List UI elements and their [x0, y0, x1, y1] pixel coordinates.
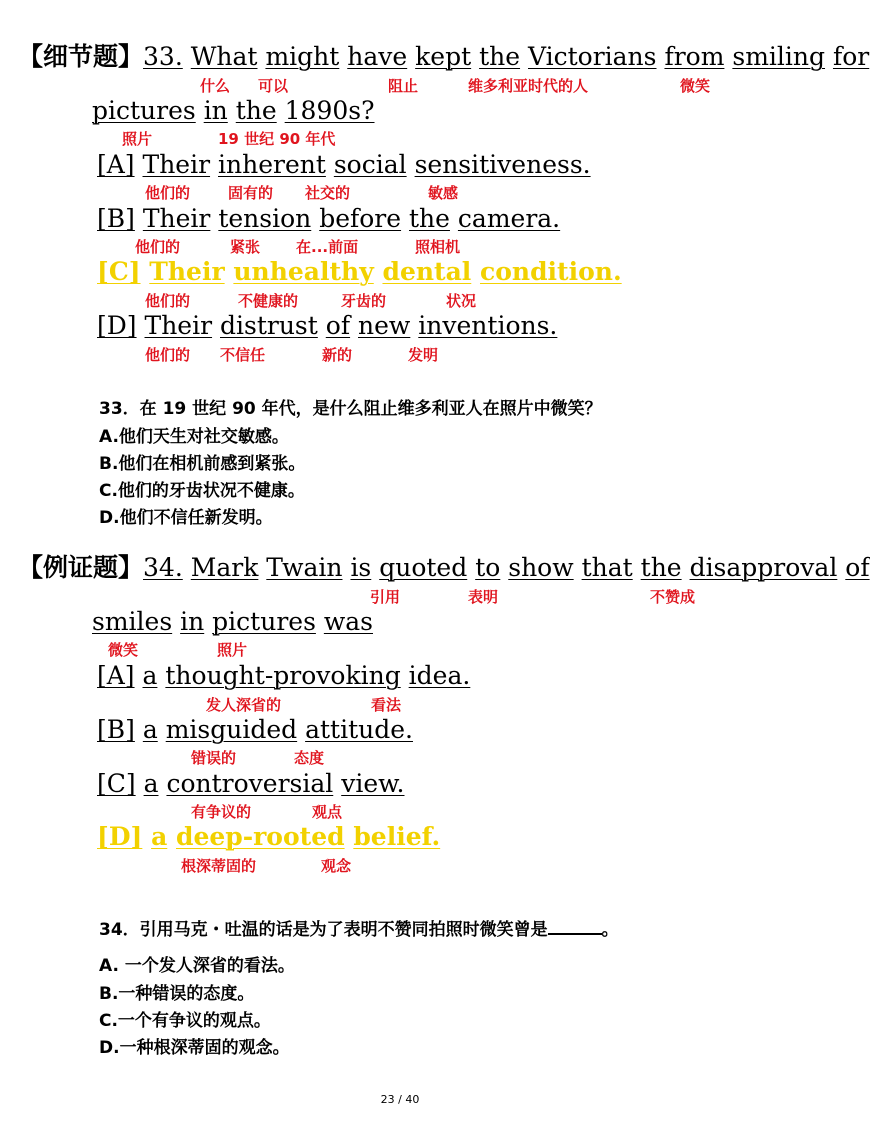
gloss: 照片: [217, 641, 248, 659]
gloss: 不信任: [220, 346, 266, 364]
stem-word: Mark: [190, 553, 259, 582]
option-word: dental: [382, 257, 472, 286]
option-word: Their: [142, 204, 211, 233]
stem-word: Victorians: [528, 42, 657, 71]
q33-stem-line-2: [92, 96, 375, 126]
stem-word: that: [581, 553, 633, 582]
stem-word: smiles: [92, 607, 173, 636]
option-word: a: [151, 822, 168, 851]
q34-number: 34.: [143, 553, 183, 582]
gloss: 看法: [371, 696, 402, 714]
option-word: misguided: [165, 715, 298, 744]
gloss: 有争议的: [191, 803, 252, 821]
option-word: condition.: [480, 257, 622, 286]
stem-word: pictures: [92, 96, 196, 125]
stem-word: might: [265, 42, 340, 71]
q33-zh-option-c: C.他们的牙齿状况不健康。: [99, 481, 305, 501]
gloss: 引用: [370, 588, 401, 606]
gloss: 他们的: [135, 238, 181, 256]
gloss: 新的: [322, 346, 353, 364]
option-word: thought-provoking: [165, 661, 401, 690]
gloss: 状况: [446, 292, 477, 310]
gloss: 社交的: [305, 184, 351, 202]
gloss: 观点: [312, 803, 343, 821]
q34-zh-option-c: C.一个有争议的观点。: [99, 1011, 271, 1031]
option-word: Their: [142, 150, 211, 179]
option-word: view.: [341, 769, 405, 798]
option-word: a: [142, 715, 158, 744]
stem-word: Twain: [266, 553, 343, 582]
gloss: 他们的: [145, 292, 191, 310]
option-letter: [C]: [97, 769, 136, 798]
stem-word: the: [235, 96, 277, 125]
gloss: 他们的: [145, 184, 191, 202]
q33-option-c-correct: [97, 257, 622, 287]
gloss: 照相机: [415, 238, 461, 256]
stem-word: is: [350, 553, 372, 582]
stem-word: kept: [415, 42, 472, 71]
stem-word: from: [664, 42, 725, 71]
gloss: 固有的: [228, 184, 274, 202]
stem-word: show: [508, 553, 574, 582]
gloss: 照片: [122, 130, 153, 148]
stem-word: What: [190, 42, 258, 71]
stem-word: in: [180, 607, 205, 636]
gloss: 什么: [200, 77, 231, 95]
stem-word: disapproval: [689, 553, 838, 582]
stem-word: to: [475, 553, 501, 582]
q33-number: 33.: [143, 42, 183, 71]
gloss: 观念: [321, 857, 352, 875]
q34-zh-question-text: 34．引用马克・吐温的话是为了表明不赞同拍照时微笑曾是: [99, 920, 548, 940]
option-word: camera.: [457, 204, 561, 233]
option-word: idea.: [408, 661, 471, 690]
q34-zh-option-d: D.一种根深蒂固的观念。: [99, 1038, 290, 1058]
gloss: 微笑: [680, 77, 711, 95]
q34-stem-line-2: [92, 607, 373, 637]
q34-zh-option-b: B.一种错误的态度。: [99, 984, 255, 1004]
stem-word: was: [323, 607, 373, 636]
gloss: 表明: [468, 588, 499, 606]
stem-word: for: [832, 42, 870, 71]
option-word: of: [325, 311, 351, 340]
gloss: 微笑: [108, 641, 139, 659]
gloss: 紧张: [230, 238, 261, 256]
gloss: 阻止: [388, 77, 419, 95]
option-word: inherent: [218, 150, 326, 179]
q34-zh-question-end: 。: [601, 920, 619, 940]
stem-word: pictures: [212, 607, 316, 636]
q34-option-b: [97, 715, 413, 745]
q34-zh-question: [99, 917, 619, 941]
option-letter: [B]: [97, 715, 135, 744]
gloss: 根深蒂固的: [181, 857, 257, 875]
option-letter: [A]: [97, 661, 135, 690]
gloss: 19 世纪 90 年代: [218, 130, 336, 148]
option-word: sensitiveness.: [414, 150, 591, 179]
q33-option-b: [97, 204, 560, 234]
option-word: deep-rooted: [175, 822, 345, 851]
stem-word: of: [845, 553, 870, 582]
q34-option-c: [97, 769, 405, 799]
q33-stem-line-1: [18, 42, 869, 72]
option-letter: [D]: [97, 822, 143, 851]
option-letter: [B]: [97, 204, 135, 233]
gloss: 发明: [408, 346, 439, 364]
stem-word: quoted: [379, 553, 468, 582]
q33-zh-question: 33．在 19 世纪 90 年代，是什么阻止维多利亚人在照片中微笑？: [99, 399, 602, 419]
option-word: new: [358, 311, 411, 340]
stem-word: 1890s?: [284, 96, 375, 125]
q33-option-a: [97, 150, 591, 180]
option-word: before: [319, 204, 402, 233]
q34-stem-line-1: [18, 553, 870, 583]
q34-zh-option-a: A. 一个发人深省的看法。: [99, 956, 295, 976]
answer-blank: [548, 917, 602, 935]
q34-tag: 【例证题】: [18, 553, 144, 582]
option-word: inventions.: [418, 311, 558, 340]
q34-option-a: [97, 661, 470, 691]
gloss: 态度: [294, 749, 325, 767]
option-word: distrust: [220, 311, 318, 340]
option-word: Their: [144, 311, 213, 340]
q33-option-d: [97, 311, 557, 341]
q33-zh-option-d: D.他们不信任新发明。: [99, 508, 273, 528]
option-word: social: [333, 150, 407, 179]
option-word: belief.: [353, 822, 441, 851]
gloss: 在...前面: [296, 238, 359, 256]
stem-word: smiling: [732, 42, 826, 71]
stem-word: have: [347, 42, 408, 71]
option-word: attitude.: [305, 715, 413, 744]
gloss: 维多利亚时代的人: [468, 77, 589, 95]
gloss: 敏感: [428, 184, 459, 202]
option-word: controversial: [166, 769, 334, 798]
option-word: unhealthy: [233, 257, 374, 286]
option-word: tension: [218, 204, 312, 233]
gloss: 错误的: [191, 749, 237, 767]
option-letter: [D]: [97, 311, 137, 340]
page-number: 23 / 40: [380, 1093, 420, 1106]
gloss: 发人深省的: [206, 696, 282, 714]
stem-word: in: [203, 96, 228, 125]
gloss: 不健康的: [238, 292, 299, 310]
stem-word: the: [640, 553, 682, 582]
q34-option-d-correct: [97, 822, 440, 852]
option-letter: [C]: [97, 257, 141, 286]
gloss: 他们的: [145, 346, 191, 364]
stem-word: the: [479, 42, 521, 71]
q33-zh-option-a: A.他们天生对社交敏感。: [99, 427, 289, 447]
gloss: 牙齿的: [341, 292, 387, 310]
gloss: 可以: [258, 77, 289, 95]
option-word: the: [409, 204, 450, 233]
option-word: a: [143, 769, 159, 798]
option-word: a: [142, 661, 158, 690]
gloss: 不赞成: [650, 588, 696, 606]
option-letter: [A]: [97, 150, 135, 179]
q33-zh-option-b: B.他们在相机前感到紧张。: [99, 454, 306, 474]
q33-tag: 【细节题】: [18, 42, 144, 71]
option-word: Their: [149, 257, 225, 286]
